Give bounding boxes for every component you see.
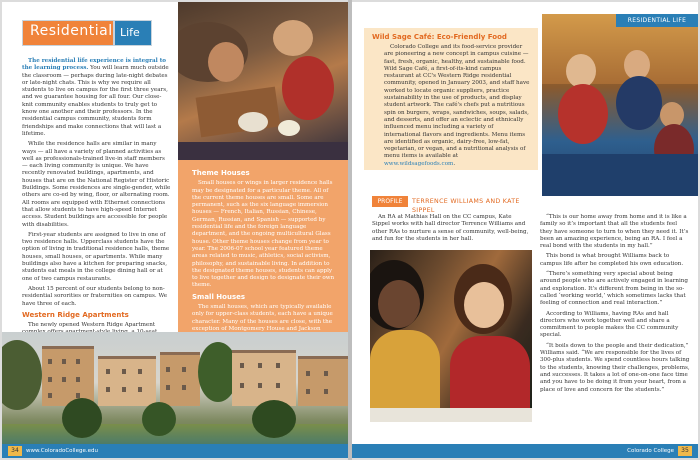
- paragraph-greek: About 15 percent of our students belong to non-residential sororities or fraternities on campus. We have three of each.: [22, 285, 168, 307]
- paragraph-halls: While the residence halls are similar in many ways — all have a variety of planned activities as well as professionals-trained live-in staff members — each living community is unique. We have recently renovated buildings, apartments, and houses that are on the National Register of Historic Buildings. Some residences are single-gender, while others are co-ed by wing, floor, or alternating room. All rooms are equipped with Ethernet connections that allow students to have high-speed Internet access. Student buildings are accessible for people with disabilities.: [22, 141, 171, 228]
- small-houses-heading: Small Houses: [192, 292, 246, 301]
- profile-photo: [370, 250, 532, 422]
- quote-williams-1: “There’s something very special about being around people who are actively engaged in learning and exploration. It’s different from being in the so-called ‘working world,’ which sometimes lacks that feeling of connection and real interaction.”: [540, 271, 688, 307]
- lead-sentence: The residential life experience is integral to the learning process.: [22, 58, 167, 72]
- quote-williams-2: “It boils down to the people and their dedication,” Williams said. “We are responsible for the lives of 300-plus students. We spend countless hours talking to the students, knowing their challenges, problems, and successes. It takes a lot of one-on-one face time and you have to be doing it from your heart, from a place of love and concern for the students.”: [540, 342, 690, 393]
- sidebar-link[interactable]: www.wildsagefoods.com: [384, 160, 454, 167]
- theme-houses-panel: [178, 160, 348, 332]
- right-page-number: 35: [678, 446, 692, 456]
- left-page-number: 34: [8, 446, 22, 456]
- left-text-column: [2, 2, 178, 332]
- quote-sippel: “This is our home away from home and it is like a family so it’s important that all the students feel they have someone to turn to when they need it. It’s been an amazing experience, being an RA. I feel a real bond with the students in my hall.”: [540, 214, 689, 250]
- intro-paragraph: You will learn much outside the classroom — perhaps during late-night debates or late-night chats. This is why we require all students to live on campus for the first three years, and we guarantee housing for all four. Our close-knit community enables students to truly get to know one another and their professors. In the residential campus community, students form friendships and make connections that will last a lifetime.: [22, 65, 169, 137]
- profile-name: TERRENCE WILLIAMS AND KATE SIPPEL: [412, 198, 520, 214]
- profile-quote-column: [540, 214, 690, 397]
- profile-header: [352, 196, 542, 214]
- paragraph-western-ridge: The newly opened Western Ridge Apartment: [28, 322, 156, 329]
- banner-subtitle: Life: [120, 26, 140, 39]
- paragraph-small-houses: The small houses, which are typically available only for upper-class students, each have a unique character. Many of the houses are close, with the exception of Montgomery House and Jackson: [192, 304, 333, 332]
- left-page: [2, 2, 348, 458]
- paragraph-first-year: First-year students are assigned to live in one of two residence halls. Upperclass students have the option of living in traditional residence halls, theme houses, small houses, or apartments. While many buildings also have a kitchen for preparing snacks, students eat meals in the college dining hall or at one of two campus restaurants.: [22, 231, 170, 282]
- banner-title: Residential: [30, 23, 113, 39]
- section-banner: [22, 20, 152, 46]
- paragraph-theme-houses: Small houses or wings in larger residence halls may be designated for a particular theme. All of the current theme houses are small. Some are permanent, such as the six language immersion houses — French, Italian, Russian, Chinese, German, Russian, and Spanish — supported by residential life and the foreign language department, and the ongoing multicultural Glass house. Other theme houses change from year to year. The 2006-07 school year featured theme areas related to music, athletics, social activism, philosophy, and sustainable living. In addition to the designated theme houses, students can apply to live together and design to designate their own theme.: [192, 180, 335, 289]
- theme-houses-heading: Theme Houses: [192, 169, 250, 177]
- footer-label: Colorado College: [627, 448, 674, 454]
- profile-intro: [372, 214, 530, 246]
- paragraph-community: According to Williams, having RAs and hall directors who work together well and share a commitment to people makes the CC community special.: [540, 310, 679, 339]
- profile-tag: PROFILE: [372, 196, 408, 207]
- footer-url: www.ColoradoCollege.edu: [26, 448, 98, 454]
- profile-intro-text: An RA at Mathias Hall on the CC campus, Kate Sippel works with hall director Terrence Williams and other RAs to nurture a sense of community, well-being, and fun for the students in her hall.: [372, 214, 529, 242]
- section-tab: RESIDENTIAL LIFE: [616, 14, 698, 27]
- paragraph-williams-return: This bond is what brought Williams back to campus life after he completed his own education.: [540, 253, 684, 267]
- right-page: [352, 2, 698, 458]
- western-ridge-photo: [2, 332, 348, 458]
- sidebar-text: Colorado College and its food-service provider are pioneering a new concept in campus cuisine — fast, fresh, organic, healthy, and sustainable food. Wild Sage Café, a first-of-its-kind campus restaurant at CC's Western Ridge residential community, opened in January 2003, and staff have worked to locate organic suppliers, practice sustainability in the use of products, and display student artwork. The café's chefs put a nutritious spin on burgers, wraps, sandwiches, soups, salads, and desserts, and offer an eclectic and ethnically influenced menu including a variety of international flavors and ingredients. Menu items are identified as organic, dairy-free, low-fat, vegetarian, or vegan, and a nutritional analysis of menu items is available at: [384, 44, 530, 160]
- dining-photo: [542, 14, 698, 196]
- wild-sage-sidebar: [364, 28, 538, 170]
- western-ridge-heading: Western Ridge Apartments: [22, 310, 129, 319]
- cafe-photo: [178, 2, 348, 160]
- intro-column: [22, 58, 172, 376]
- right-footer: [352, 444, 698, 458]
- sidebar-body: Colorado College and its food-service provider are pioneering a new concept in campus cuisine — fast, fresh, organic, healthy, and sustainable food. Wild Sage Café, a first-of-its-kind campus restaurant at CC's Western Ridge residential community, opened in January 2003, and staff have worked to locate organic suppliers, practice sustainability in the use of products, and display student artwork. The café's chefs put a nutritious spin on burgers, wraps, sandwiches, soups, salads, and desserts, and offer an eclectic and ethnically influenced menu including a variety of international flavors and ingredients. Menu items are identified as organic, dairy-free, low-fat, vegetarian, or vegan, and a nutritional analysis of menu items is available at www.wildsagefoods.com.: [384, 44, 530, 167]
- sidebar-title: Wild Sage Café: Eco-Friendly Food: [372, 33, 507, 41]
- left-footer: [2, 444, 348, 458]
